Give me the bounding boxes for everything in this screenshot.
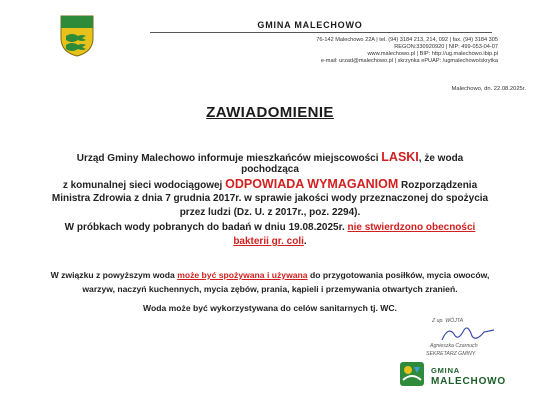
notice-text: z komunalnej sieci wodociągowej [62, 180, 226, 191]
notice-text: Rozporządzenia [398, 180, 478, 191]
header-address-line: 76-142 Malechowo 22A | tel. (94) 3184 213, 214, 092 | fax. (94) 3184 305 [316, 37, 498, 43]
result-highlight: nie stwierdzono obecności [347, 222, 476, 233]
signature-line-3: SEKRETARZ GMINY [426, 351, 476, 357]
header-email-line: e-mail: urzad@malechowo.pl | skrzynka ePUAP: /ugmalechowo/skrytka [320, 58, 498, 64]
notice-text: W próbkach wody pobranych do badań w dniu 19.08.2025r. [64, 222, 348, 233]
notice-line-1 [0, 150, 540, 164]
notice-line-10: Woda może być wykorzystywana do celów sanitarnych tj. WC. [143, 303, 397, 313]
logo-word-malechowo: MALECHOWO [431, 376, 506, 387]
notice-line-5: przez ludzi (Dz. U. z 2017r., poz. 2294). [179, 207, 361, 218]
logo-word-gmina: GMINA [431, 366, 460, 375]
gmina-logo-icon [400, 362, 424, 386]
notice-text: , że woda [418, 153, 464, 164]
notice-text: do przygotowania posiłków, mycia owoców, [307, 270, 490, 280]
notice-line-3 [0, 177, 540, 191]
signature-stamp [420, 318, 500, 370]
place-name-highlight: LASKI [381, 150, 419, 164]
notice-text: . [303, 236, 307, 247]
bacteria-highlight: bakterii gr. coli [233, 236, 304, 247]
notice-line-6 [0, 222, 540, 233]
header-gmina-name: GMINA MALECHOWO [257, 20, 363, 30]
header-web-line: www.malechowo.pl | BIP: http://ug.malechowo.ibip.pl [367, 51, 498, 57]
signature-line-2: Agnieszka Czarnuch [430, 343, 478, 349]
header-regon-line: REGON:330920920 | NIP: 499-053-04-07 [394, 44, 498, 50]
notice-line-8 [0, 270, 540, 280]
notice-line-4: Ministra Zdrowia z dnia 7 grudnia 2017r. w sprawie jakości wody przeznaczonej do spożycia [51, 193, 489, 204]
status-highlight: ODPOWIADA WYMAGANIOM [225, 177, 399, 191]
notice-line-2: pochodząca [241, 164, 299, 175]
usage-highlight: może być spożywana i używana [177, 270, 308, 280]
notice-title: ZAWIADOMIENIE [206, 104, 334, 121]
notice-text: W związku z powyższym woda [50, 270, 178, 280]
notice-line-9: warzyw, naczyń kuchennych, mycia zębów, prania, kąpieli i przemywania otwartych zranień. [82, 284, 458, 294]
handwritten-signature-icon [438, 324, 498, 344]
signature-line-1: Z up. WÓJTA [432, 318, 464, 324]
notice-text: Urząd Gminy Malechowo informuje mieszkańców miejscowości [76, 153, 382, 164]
document-date: Malechowo, dn. 22.08.2025r. [451, 86, 526, 92]
notice-line-7 [0, 236, 540, 247]
header-divider [150, 32, 492, 33]
